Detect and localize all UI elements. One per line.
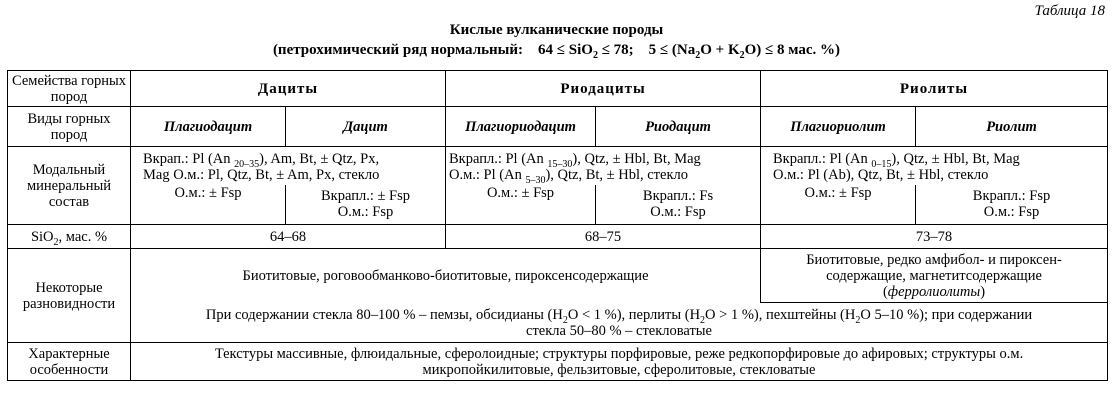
kind-riodacite: Риодацит bbox=[596, 107, 761, 147]
features-label: Характерные особенности bbox=[8, 343, 131, 381]
kind-plagioriodacite: Плагиориодацит bbox=[446, 107, 596, 147]
sio2-rhyolites: 73–78 bbox=[761, 225, 1108, 249]
families-label: Семейства горных пород bbox=[8, 71, 131, 107]
volcanic-rocks-table bbox=[7, 70, 1108, 381]
varieties-label: Некоторые разновидности bbox=[8, 249, 131, 343]
features-row bbox=[8, 343, 1108, 381]
modal-plagioriodacite-gm: О.м.: ± Fsp bbox=[446, 185, 596, 225]
modal-riodacite-phenocrysts: Вкрапл.: Fs О.м.: Fsp bbox=[596, 185, 761, 225]
families-row bbox=[8, 71, 1108, 107]
table-subtitle: (петрохимический ряд нормальный: 64 ≤ SiO$_2$ ≤ 78; $5 \le (Na_2O + K_2O) \le 8$ мас. %) bbox=[272, 42, 841, 61]
varieties-rhyolites: Биотитовые, редко амфибол- и пироксен- содержащие, магнетитсодержащие (ферролиолиты) bbox=[761, 249, 1108, 303]
varieties-row-bottom bbox=[8, 303, 1108, 343]
modal-plagiorhyolite-gm: О.м.: ± Fsp bbox=[761, 185, 916, 225]
kind-plagiorhyolite: Плагиориолит bbox=[761, 107, 916, 147]
kind-rhyolite: Риолит bbox=[916, 107, 1108, 147]
modal-plagiodacite-gm: О.м.: ± Fsp bbox=[131, 185, 286, 225]
features-text: Текстуры массивные, флюидальные, сферолоидные; структуры порфировые, реже редкопорфировые до афировых; структуры о.м. микропойкилитовые, фельзитовые, сферолитовые, стекловатые bbox=[131, 343, 1108, 381]
sio2-label: SiO$_2$, мас. % bbox=[8, 225, 131, 249]
group-riodacites: Риодациты bbox=[446, 71, 761, 107]
kinds-row bbox=[8, 107, 1108, 147]
sio2-row bbox=[8, 225, 1108, 249]
modal-dacite-phenocrysts: Вкрапл.: ± Fsp О.м.: Fsp bbox=[286, 185, 446, 225]
modal-riodacites: Вкрапл.: Pl (An $_{15-30}$), Qtz, ± Hbl, Bt, Mag О.м.: Pl (An $_{5-30}$), Qtz, Bt, ± Hbl, стекло bbox=[446, 147, 761, 185]
group-dacites: Дациты bbox=[131, 71, 446, 107]
kinds-label: Виды горных пород bbox=[8, 107, 131, 147]
varieties-dacites-riodacites: Биотитовые, роговообманково-биотитовые, пироксенсодержащие bbox=[131, 249, 761, 303]
sio2-riodacites: 68–75 bbox=[446, 225, 761, 249]
modal-dacites: Вкрап.: Pl (An $_{20-35}$), Am, Bt, ± Qtz, Px, Mag О.м.: Pl, Qtz, Bt, ± Am, Px, стекло bbox=[131, 147, 446, 185]
sio2-dacites: 64–68 bbox=[131, 225, 446, 249]
modal-row-top bbox=[8, 147, 1108, 185]
modal-label: Модальный минеральный состав bbox=[8, 147, 131, 225]
group-rhyolites: Риолиты bbox=[761, 71, 1108, 107]
table-number: Таблица 18 bbox=[1034, 3, 1105, 19]
varieties-glass: При содержании стекла 80–100 % – пемзы, обсидианы ($H_2O < 1$ %), перлиты ($H_2O > 1$ %), пехштейны ($H_2O$ 5–10 %); при содержании стекла 50–80 % – стекловатые bbox=[131, 303, 1108, 343]
modal-rhyolite-phenocrysts: Вкрапл.: Fsp О.м.: Fsp bbox=[916, 185, 1108, 225]
kind-dacite: Дацит bbox=[286, 107, 446, 147]
modal-rhyolites: Вкрапл.: Pl (An $_{0-15}$), Qtz, ± Hbl, Bt, Mag О.м.: Pl (Ab), Qtz, Bt, ± Hbl, стекло bbox=[761, 147, 1108, 185]
kind-plagiodacite: Плагиодацит bbox=[131, 107, 286, 147]
table-title: Кислые вулканические породы bbox=[449, 22, 664, 38]
modal-row-bottom bbox=[8, 185, 1108, 225]
varieties-row-top bbox=[8, 249, 1108, 303]
